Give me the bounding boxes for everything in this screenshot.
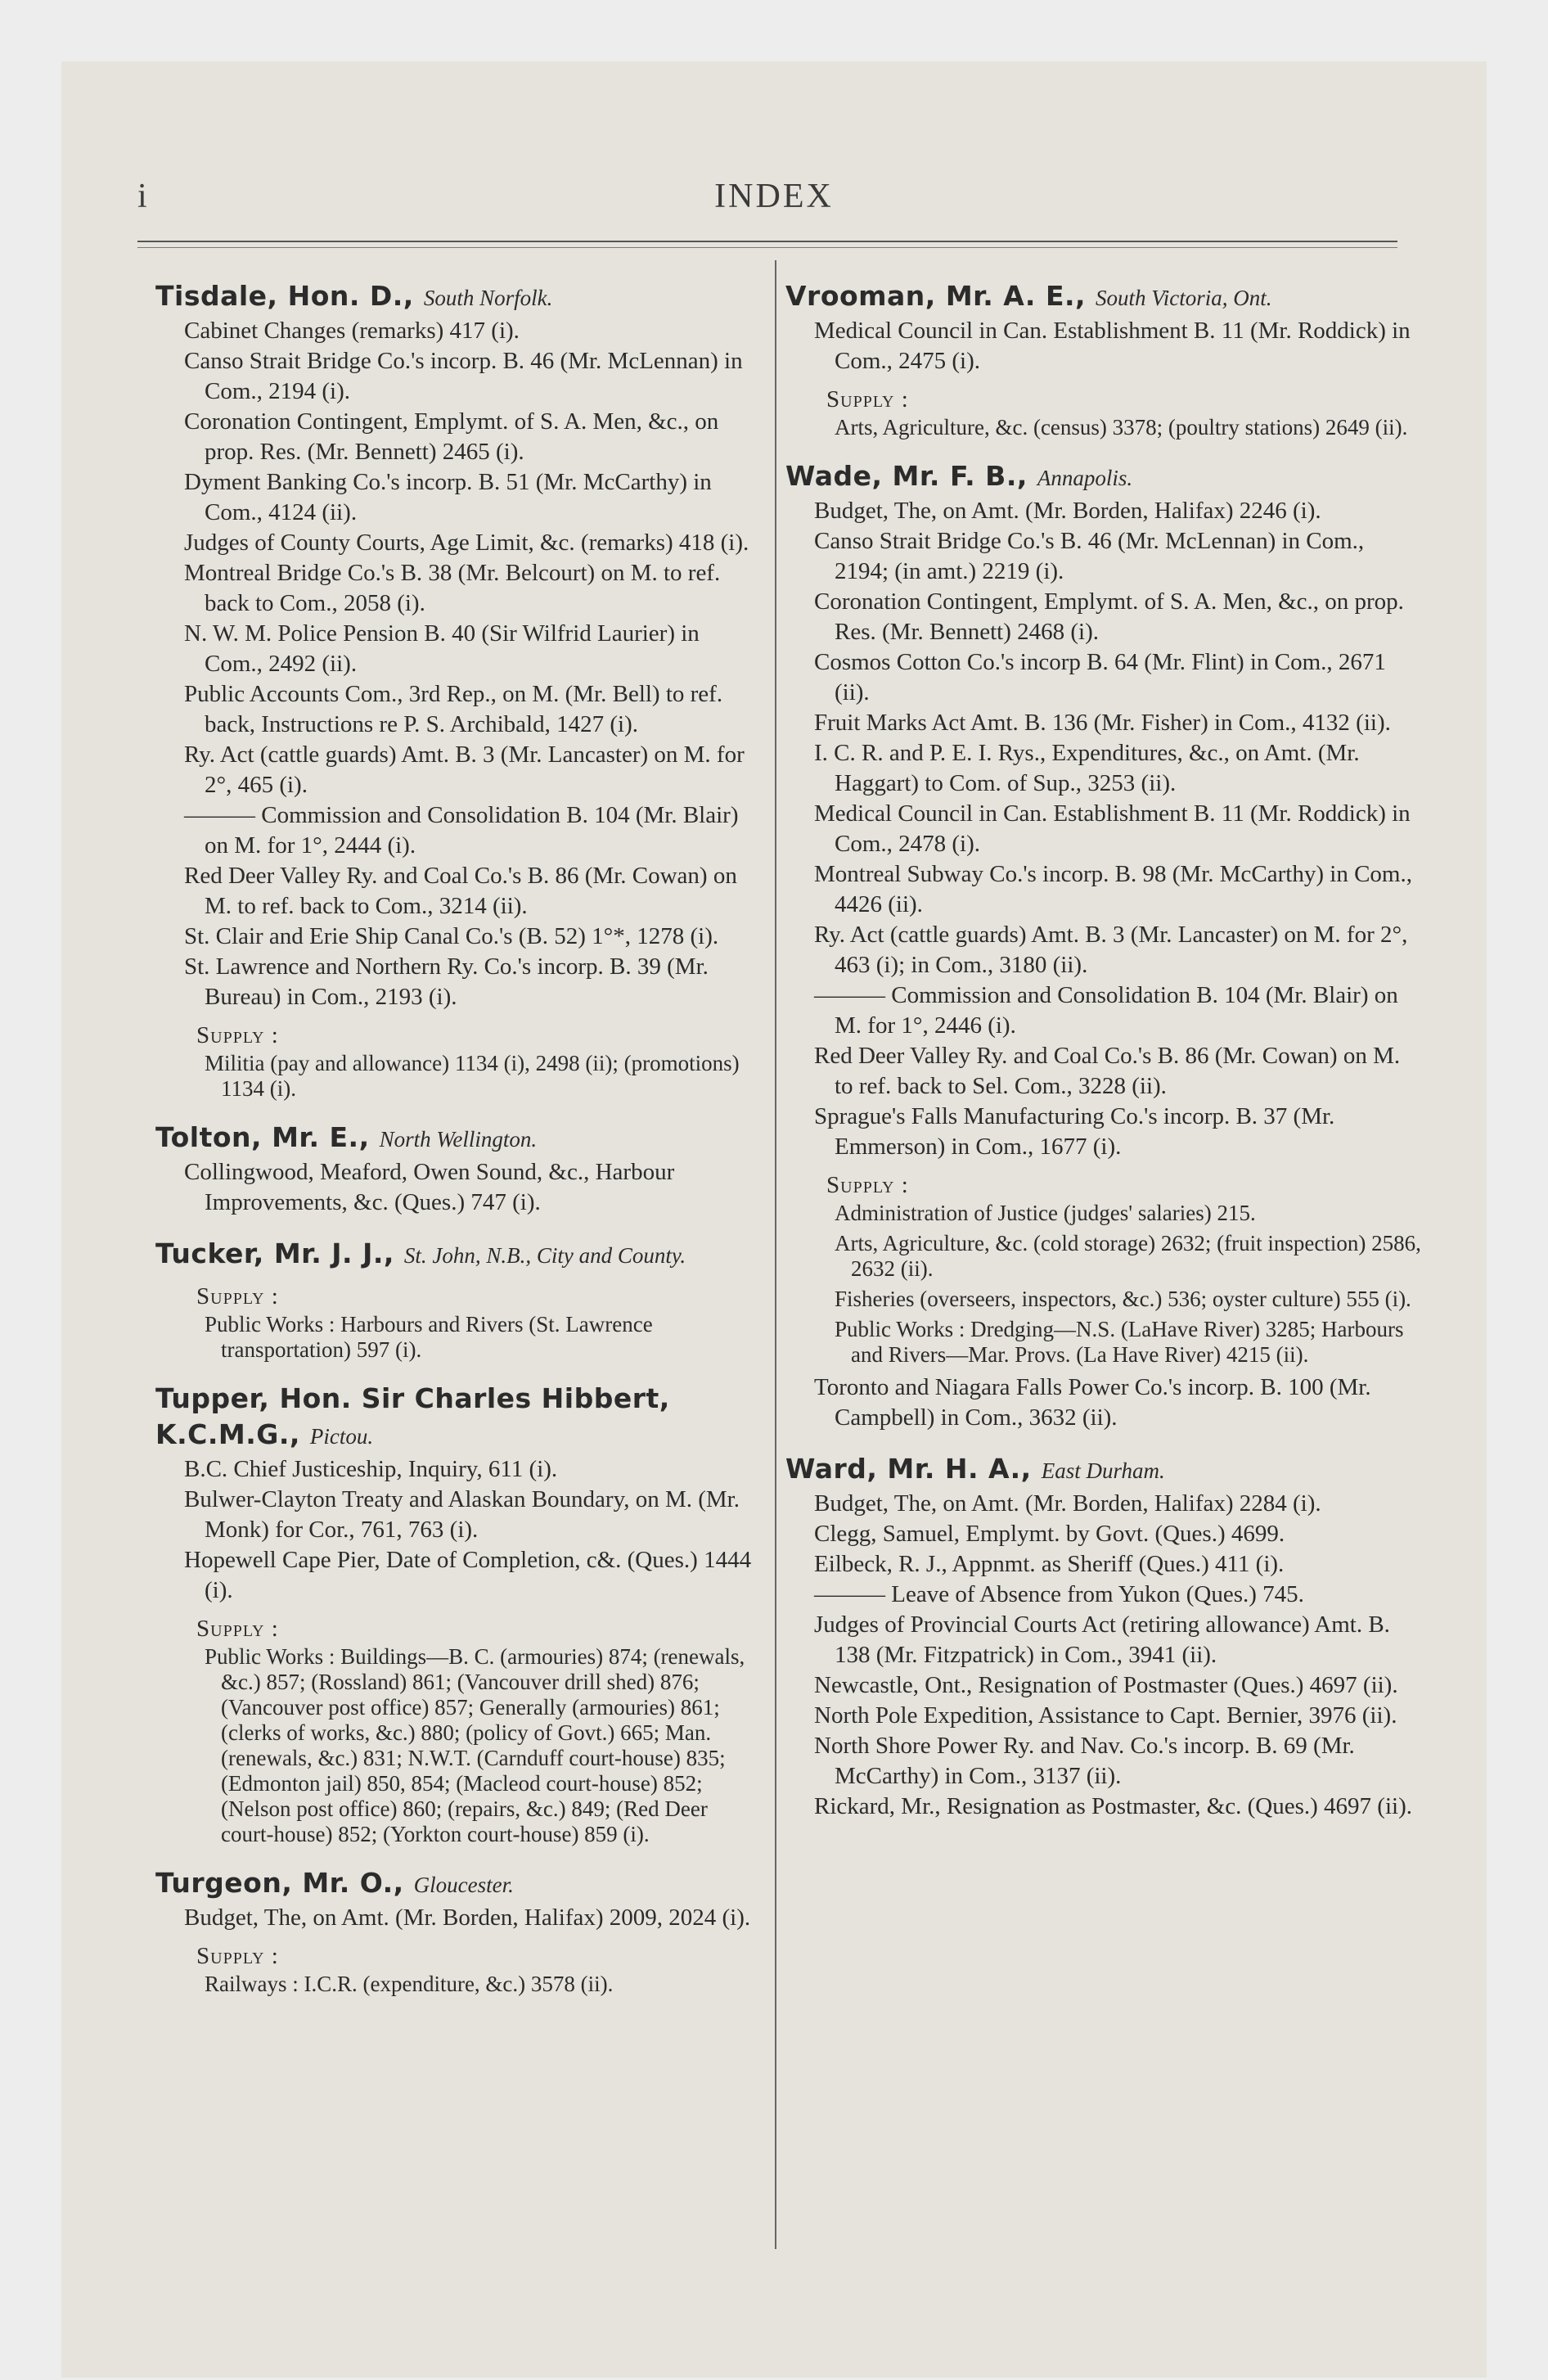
entry-heading — [155, 1120, 761, 1157]
index-item: Sprague's Falls Manufacturing Co.'s incorp. B. 37 (Mr. Emmerson) in Com., 1677 (i). — [814, 1103, 1335, 1160]
entry-heading — [155, 278, 761, 316]
column-divider — [775, 260, 776, 2249]
member-name: Tucker, Mr. J. J., — [155, 1237, 404, 1269]
index-item: Montreal Subway Co.'s incorp. B. 98 (Mr. McCarthy) in Com., 4426 (ii). — [814, 861, 1412, 917]
index-item: Canso Strait Bridge Co.'s B. 46 (Mr. McLennan) in Com., 2194; (in amt.) 2219 (i). — [814, 528, 1365, 584]
index-item: Ry. Act (cattle guards) Amt. B. 3 (Mr. Lancaster) on M. for 2°, 463 (i); in Com., 3180 (ii). — [814, 922, 1408, 978]
index-item: ——— Commission and Consolidation B. 104 (Mr. Blair) on M. for 1°, 2446 (i). — [814, 982, 1398, 1039]
index-item: Red Deer Valley Ry. and Coal Co.'s B. 86 (Mr. Cowan) on M. to ref. back to Com., 3214 (ii). — [184, 863, 737, 919]
member-name: Vrooman, Mr. A. E., — [785, 280, 1096, 312]
member-name: Turgeon, Mr. O., — [155, 1867, 414, 1899]
supply-item: Administration of Justice (judges' salaries) 215. — [835, 1201, 1256, 1225]
supply-item: Public Works : Dredging—N.S. (LaHave River) 3285; Harbours and Rivers—Mar. Provs. (La Have River) 4215 (ii). — [835, 1317, 1404, 1367]
index-item: Cosmos Cotton Co.'s incorp B. 64 (Mr. Flint) in Com., 2671 (ii). — [814, 649, 1386, 705]
index-entry — [785, 278, 1424, 440]
index-item: Budget, The, on Amt. (Mr. Borden, Halifax) 2009, 2024 (i). — [184, 1904, 751, 1931]
supply-item: Arts, Agriculture, &c. (census) 3378; (poultry stations) 2649 (ii). — [835, 415, 1408, 439]
index-entry — [785, 458, 1424, 1433]
index-item: Medical Council in Can. Establishment B. 11 (Mr. Roddick) in Com., 2475 (i). — [814, 318, 1411, 374]
member-riding: East Durham. — [1041, 1458, 1165, 1483]
index-entry — [155, 1236, 761, 1363]
index-entry — [785, 1451, 1424, 1822]
index-item: Rickard, Mr., Resignation as Postmaster, &c. (Ques.) 4697 (ii). — [814, 1793, 1412, 1819]
entry-heading — [785, 458, 1424, 496]
index-entry — [155, 278, 761, 1102]
index-item: Ry. Act (cattle guards) Amt. B. 3 (Mr. Lancaster) on M. for 2°, 465 (i). — [184, 741, 745, 798]
index-item: St. Clair and Erie Ship Canal Co.'s (B. 52) 1°*, 1278 (i). — [184, 923, 719, 949]
index-item: B.C. Chief Justiceship, Inquiry, 611 (i). — [184, 1456, 558, 1482]
index-item: Coronation Contingent, Emplymt. of S. A. Men, &c., on prop. Res. (Mr. Bennett) 2468 (i). — [814, 588, 1404, 645]
index-item: North Shore Power Ry. and Nav. Co.'s incorp. B. 69 (Mr. McCarthy) in Com., 3137 (ii). — [814, 1733, 1355, 1789]
supply-item: Fisheries (overseers, inspectors, &c.) 536; oyster culture) 555 (i). — [835, 1287, 1411, 1311]
entry-heading — [155, 1381, 761, 1454]
supply-label: Supply : — [826, 386, 909, 412]
index-item: Budget, The, on Amt. (Mr. Borden, Halifax) 2246 (i). — [814, 498, 1321, 524]
index-item: Collingwood, Meaford, Owen Sound, &c., Harbour Improvements, &c. (Ques.) 747 (i). — [184, 1159, 675, 1215]
index-item: ——— Commission and Consolidation B. 104 (Mr. Blair) on M. for 1°, 2444 (i). — [184, 802, 739, 859]
entry-heading — [155, 1236, 761, 1273]
entry-heading — [785, 1451, 1424, 1489]
member-riding: Pictou. — [309, 1424, 374, 1449]
member-riding: South Victoria, Ont. — [1096, 286, 1272, 310]
header-rule-thin — [137, 247, 1397, 248]
index-item: Public Accounts Com., 3rd Rep., on M. (Mr. Bell) to ref. back, Instructions re P. S. Archibald, 1427 (i). — [184, 681, 723, 737]
index-entry — [155, 1865, 761, 1997]
index-item: Fruit Marks Act Amt. B. 136 (Mr. Fisher) in Com., 4132 (ii). — [814, 710, 1391, 736]
index-item: Toronto and Niagara Falls Power Co.'s incorp. B. 100 (Mr. Campbell) in Com., 3632 (ii). — [814, 1374, 1371, 1431]
supply-label: Supply : — [196, 1022, 279, 1048]
supply-item: Railways : I.C.R. (expenditure, &c.) 3578 (ii). — [205, 1972, 614, 1996]
supply-item: Public Works : Harbours and Rivers (St. Lawrence transportation) 597 (i). — [205, 1312, 653, 1362]
member-name: Tolton, Mr. E., — [155, 1121, 380, 1153]
header-rule — [137, 241, 1397, 242]
index-item: North Pole Expedition, Assistance to Capt. Bernier, 3976 (ii). — [814, 1702, 1397, 1729]
index-entry — [155, 1120, 761, 1218]
index-item: Hopewell Cape Pier, Date of Completion, c&. (Ques.) 1444 (i). — [184, 1547, 752, 1603]
member-name: Tupper, Hon. Sir Charles Hibbert, K.C.M.G., — [155, 1382, 670, 1450]
member-riding: South Norfolk. — [423, 286, 553, 310]
index-item: Judges of County Courts, Age Limit, &c. (remarks) 418 (i). — [184, 530, 749, 556]
index-item: Cabinet Changes (remarks) 417 (i). — [184, 318, 520, 344]
member-name: Ward, Mr. H. A., — [785, 1453, 1042, 1485]
supply-label: Supply : — [196, 1943, 279, 1969]
supply-item: Public Works : Buildings—B. C. (armouries) 874; (renewals, &c.) 857; (Rossland) 861; (Vancouver drill shed) 876; (Vancouver post office) 857; Generally (armouries) 861; (clerks of works, &c.) 880; (policy of Govt.) 665; Man. (renewals, &c.) 831; N.W.T. (Carnduff court-house) 835; (Edmonton jail) 850, 854; (Macleod court-house) 852; (Nelson post office) 860; (repairs, &c.) 849; (Red Deer court-house) 852; (Yorkton court-house) 859 (i). — [205, 1644, 745, 1846]
index-entry — [155, 1381, 761, 1847]
index-item: Eilbeck, R. J., Appnmt. as Sheriff (Ques.) 411 (i). — [814, 1551, 1285, 1577]
member-name: Wade, Mr. F. B., — [785, 460, 1037, 492]
index-item: Bulwer-Clayton Treaty and Alaskan Boundary, on M. (Mr. Monk) for Cor., 761, 763 (i). — [184, 1486, 740, 1543]
entry-heading — [785, 278, 1424, 316]
page-folio: i — [137, 178, 147, 215]
index-item: Canso Strait Bridge Co.'s incorp. B. 46 (Mr. McLennan) in Com., 2194 (i). — [184, 348, 743, 404]
supply-label: Supply : — [196, 1283, 279, 1309]
index-item: Dyment Banking Co.'s incorp. B. 51 (Mr. McCarthy) in Com., 4124 (ii). — [184, 469, 712, 525]
member-name: Tisdale, Hon. D., — [155, 280, 424, 312]
right-column — [785, 278, 1424, 1840]
index-item: Montreal Bridge Co.'s B. 38 (Mr. Belcourt) on M. to ref. back to Com., 2058 (i). — [184, 560, 721, 616]
supply-label: Supply : — [826, 1172, 909, 1198]
supply-item: Militia (pay and allowance) 1134 (i), 2498 (ii); (promotions) 1134 (i). — [205, 1051, 740, 1101]
index-item: I. C. R. and P. E. I. Rys., Expenditures, &c., on Amt. (Mr. Haggart) to Com. of Sup., 3253 (ii). — [814, 740, 1360, 796]
running-head: INDEX — [714, 178, 834, 215]
member-riding: Annapolis. — [1037, 466, 1133, 490]
left-column — [155, 278, 761, 2015]
index-item: St. Lawrence and Northern Ry. Co.'s incorp. B. 39 (Mr. Bureau) in Com., 2193 (i). — [184, 953, 709, 1010]
index-item: Judges of Provincial Courts Act (retiring allowance) Amt. B. 138 (Mr. Fitzpatrick) in Com., 3941 (ii). — [814, 1611, 1390, 1668]
supply-item: Arts, Agriculture, &c. (cold storage) 2632; (fruit inspection) 2586, 2632 (ii). — [835, 1231, 1421, 1281]
index-item: Newcastle, Ont., Resignation of Postmaster (Ques.) 4697 (ii). — [814, 1672, 1398, 1698]
index-item: N. W. M. Police Pension B. 40 (Sir Wilfrid Laurier) in Com., 2492 (ii). — [184, 620, 700, 677]
member-riding: St. John, N.B., City and County. — [403, 1243, 686, 1268]
index-item: ——— Leave of Absence from Yukon (Ques.) 745. — [814, 1581, 1304, 1607]
index-item: Clegg, Samuel, Emplymt. by Govt. (Ques.) 4699. — [814, 1521, 1285, 1547]
supply-label: Supply : — [196, 1616, 279, 1642]
entry-heading — [155, 1865, 761, 1903]
index-item: Coronation Contingent, Emplymt. of S. A. Men, &c., on prop. Res. (Mr. Bennett) 2465 (i). — [184, 408, 719, 465]
index-item: Red Deer Valley Ry. and Coal Co.'s B. 86 (Mr. Cowan) on M. to ref. back to Sel. Com., 3228 (ii). — [814, 1043, 1401, 1099]
member-riding: Gloucester. — [413, 1873, 514, 1897]
member-riding: North Wellington. — [379, 1127, 538, 1152]
index-item: Budget, The, on Amt. (Mr. Borden, Halifax) 2284 (i). — [814, 1490, 1321, 1517]
index-item: Medical Council in Can. Establishment B. 11 (Mr. Roddick) in Com., 2478 (i). — [814, 800, 1411, 857]
